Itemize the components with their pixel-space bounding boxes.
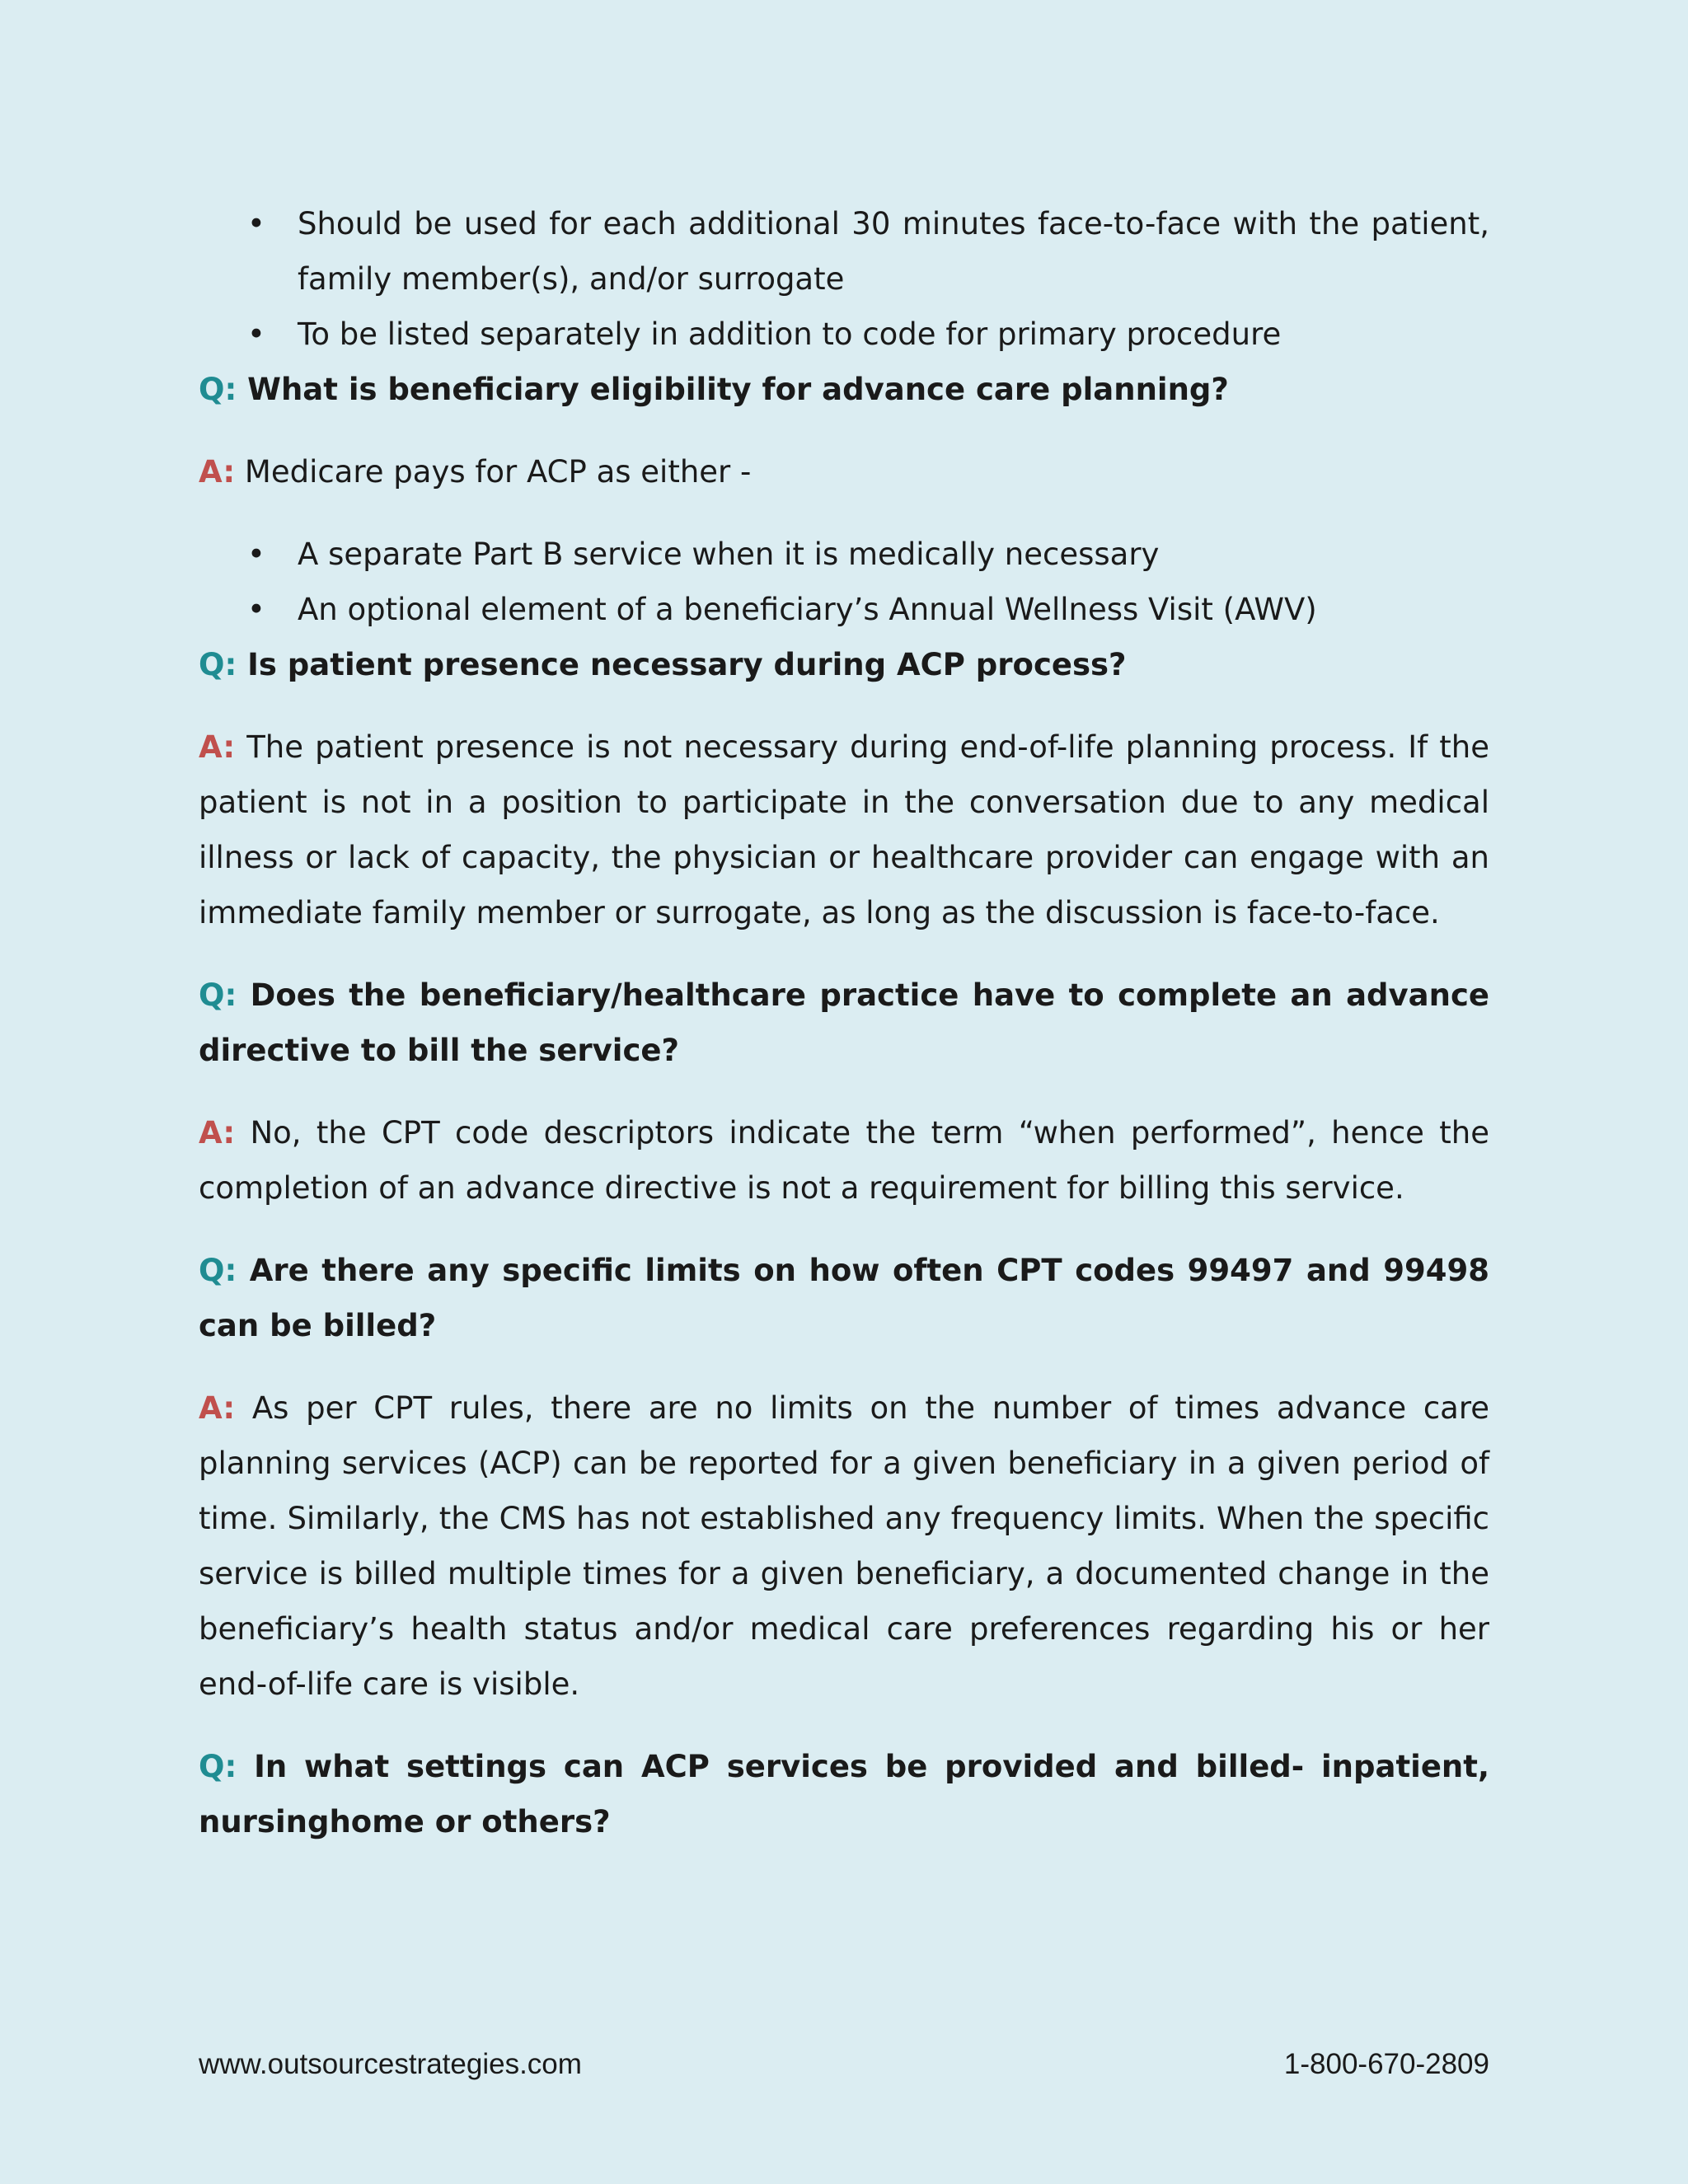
list-item — [199, 582, 1489, 637]
answer-marker: A: — [199, 454, 236, 490]
answer-advance-directive — [199, 1105, 1489, 1216]
answer-text: Medicare pays for ACP as either - — [244, 454, 752, 490]
answer-marker: A: — [199, 729, 236, 765]
answer-text: No, the CPT code descriptors indicate the term “when performed”, hence the completion of an advance directive is not a requirement for billing this service. — [199, 1115, 1489, 1206]
question-text: In what settings can ACP services be provided and billed- inpatient, nursinghome or others? — [199, 1749, 1489, 1840]
list-item — [199, 196, 1489, 307]
question-marker: Q: — [199, 647, 237, 682]
answer-marker: A: — [199, 1115, 236, 1151]
footer-phone: 1-800-670-2809 — [1283, 2048, 1489, 2080]
bullet-icon: • — [247, 316, 265, 352]
answer-eligibility — [199, 444, 1489, 499]
answer-billing-limits — [199, 1380, 1489, 1712]
question-marker: Q: — [199, 1253, 237, 1288]
question-billing-limits — [199, 1243, 1489, 1353]
question-text: Does the beneficiary/healthcare practice have to complete an advance directive to bill the service? — [199, 977, 1489, 1068]
list-item-text: An optional element of a beneficiary’s Annual Wellness Visit (AWV) — [298, 592, 1317, 627]
answer-patient-presence — [199, 719, 1489, 940]
question-text: Are there any specific limits on how often CPT codes 99497 and 99498 can be billed? — [199, 1253, 1489, 1343]
question-advance-directive — [199, 968, 1489, 1078]
footer-website: www.outsourcestrategies.com — [199, 2048, 582, 2080]
list-item-text: A separate Part B service when it is medically necessary — [298, 537, 1160, 572]
question-marker: Q: — [199, 1749, 237, 1784]
question-eligibility — [199, 362, 1489, 417]
question-text: What is beneficiary eligibility for advance care planning? — [247, 372, 1229, 407]
list-item — [199, 527, 1489, 582]
document-body — [199, 196, 1489, 1877]
list-item-text: Should be used for each additional 30 minutes face-to-face with the patient, family member(s), and/or surrogate — [298, 206, 1489, 297]
question-marker: Q: — [199, 372, 237, 407]
answer-text: As per CPT rules, there are no limits on the number of times advance care planning services (ACP) can be reported for a given beneficiary in a given period of time. Similarly, the CMS has not established any frequency limits. When the specific service is billed multiple times for a given beneficiary, a documented change in the beneficiary’s health status and/or medical care preferences regarding his or her end-of-life care is visible. — [199, 1390, 1489, 1702]
question-marker: Q: — [199, 977, 237, 1013]
intro-bullet-list — [199, 196, 1489, 362]
answer-text: The patient presence is not necessary during end-of-life planning process. If the patient is not in a position to participate in the conversation due to any medical illness or lack of capacity, the physician or healthcare provider can engage with an immediate family member or surrogate, as long as the discussion is face-to-face. — [199, 729, 1489, 930]
bullet-icon: • — [247, 592, 265, 627]
answer-marker: A: — [199, 1390, 236, 1426]
bullet-icon: • — [247, 206, 265, 241]
question-patient-presence — [199, 637, 1489, 692]
page-footer — [199, 2044, 1489, 2085]
question-settings — [199, 1739, 1489, 1849]
bullet-icon: • — [247, 537, 265, 572]
list-item — [199, 307, 1489, 362]
question-text: Is patient presence necessary during ACP process? — [247, 647, 1127, 682]
eligibility-bullet-list — [199, 527, 1489, 637]
list-item-text: To be listed separately in addition to code for primary procedure — [298, 316, 1282, 352]
